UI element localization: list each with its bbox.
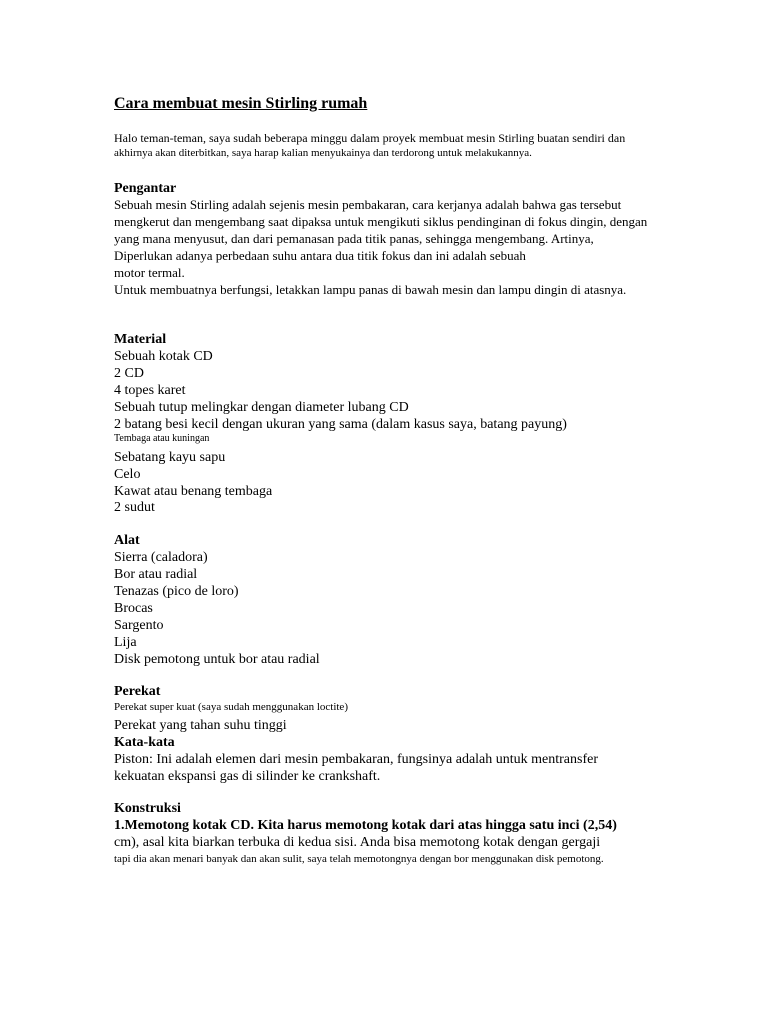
perekat-item: Perekat yang tahan suhu tinggi [114,718,287,733]
material-item: Sebuah tutup melingkar dengan diameter lubang CD [114,400,409,415]
alat-item: Tenazas (pico de loro) [114,584,239,599]
alat-item: Sierra (caladora) [114,550,208,565]
konstruksi-line: tapi dia akan menari banyak dan akan sulit, saya telah memotongnya dengan bor menggunakan disk pemotong. [114,853,604,865]
material-item: 4 topes karet [114,383,186,398]
alat-item: Sargento [114,618,164,633]
pengantar-line: Diperlukan adanya perbedaan suhu antara dua titik fokus dan ini adalah sebuah [114,248,526,263]
alat-item: Brocas [114,601,153,616]
heading-alat: Alat [114,533,140,548]
pengantar-line: motor termal. [114,265,185,280]
heading-material: Material [114,332,167,347]
konstruksi-step-1: 1.Memotong kotak CD. Kita harus memotong kotak dari atas hingga satu inci (2,54) [114,818,617,833]
heading-kata-kata: Kata-kata [114,735,175,750]
pengantar-line: Untuk membuatnya berfungsi, letakkan lampu panas di bawah mesin dan lampu dingin di atasnya. [114,282,627,297]
material-item: Tembaga atau kuningan [114,433,210,444]
heading-perekat: Perekat [114,684,161,699]
pengantar-line: mengkerut dan mengembang saat dipaksa untuk mengikuti siklus pendinginan di fokus dingin, dengan [114,214,648,229]
perekat-item: Perekat super kuat (saya sudah menggunakan loctite) [114,701,348,713]
alat-item: Disk pemotong untuk bor atau radial [114,652,320,667]
heading-konstruksi: Konstruksi [114,801,181,816]
pengantar-line: Sebuah mesin Stirling adalah sejenis mesin pembakaran, cara kerjanya adalah bahwa gas tersebut [114,197,622,212]
material-item: Kawat atau benang tembaga [114,484,273,499]
intro-line: akhirnya akan diterbitkan, saya harap kalian menyukainya dan terdorong untuk melakukannya. [114,147,532,159]
kata-kata-line: Piston: Ini adalah elemen dari mesin pembakaran, fungsinya adalah untuk mentransfer [114,752,599,767]
pengantar-line: yang mana menyusut, dan dari pemanasan pada titik panas, sehingga mengembang. Artinya, [114,231,594,246]
intro-line: Halo teman-teman, saya sudah beberapa minggu dalam proyek membuat mesin Stirling buatan sendiri dan [114,131,626,145]
document-title: Cara membuat mesin Stirling rumah [114,95,368,112]
kata-kata-line: kekuatan ekspansi gas di silinder ke crankshaft. [114,769,381,784]
alat-item: Lija [114,635,137,650]
heading-pengantar: Pengantar [114,181,177,196]
material-item: 2 batang besi kecil dengan ukuran yang sama (dalam kasus saya, batang payung) [114,417,567,432]
material-item: 2 CD [114,366,144,381]
alat-item: Bor atau radial [114,567,198,582]
material-item: Celo [114,467,141,482]
material-item: 2 sudut [114,500,155,515]
konstruksi-line: cm), asal kita biarkan terbuka di kedua sisi. Anda bisa memotong kotak dengan gergaji [114,835,601,850]
material-item: Sebatang kayu sapu [114,450,226,465]
material-item: Sebuah kotak CD [114,349,213,364]
